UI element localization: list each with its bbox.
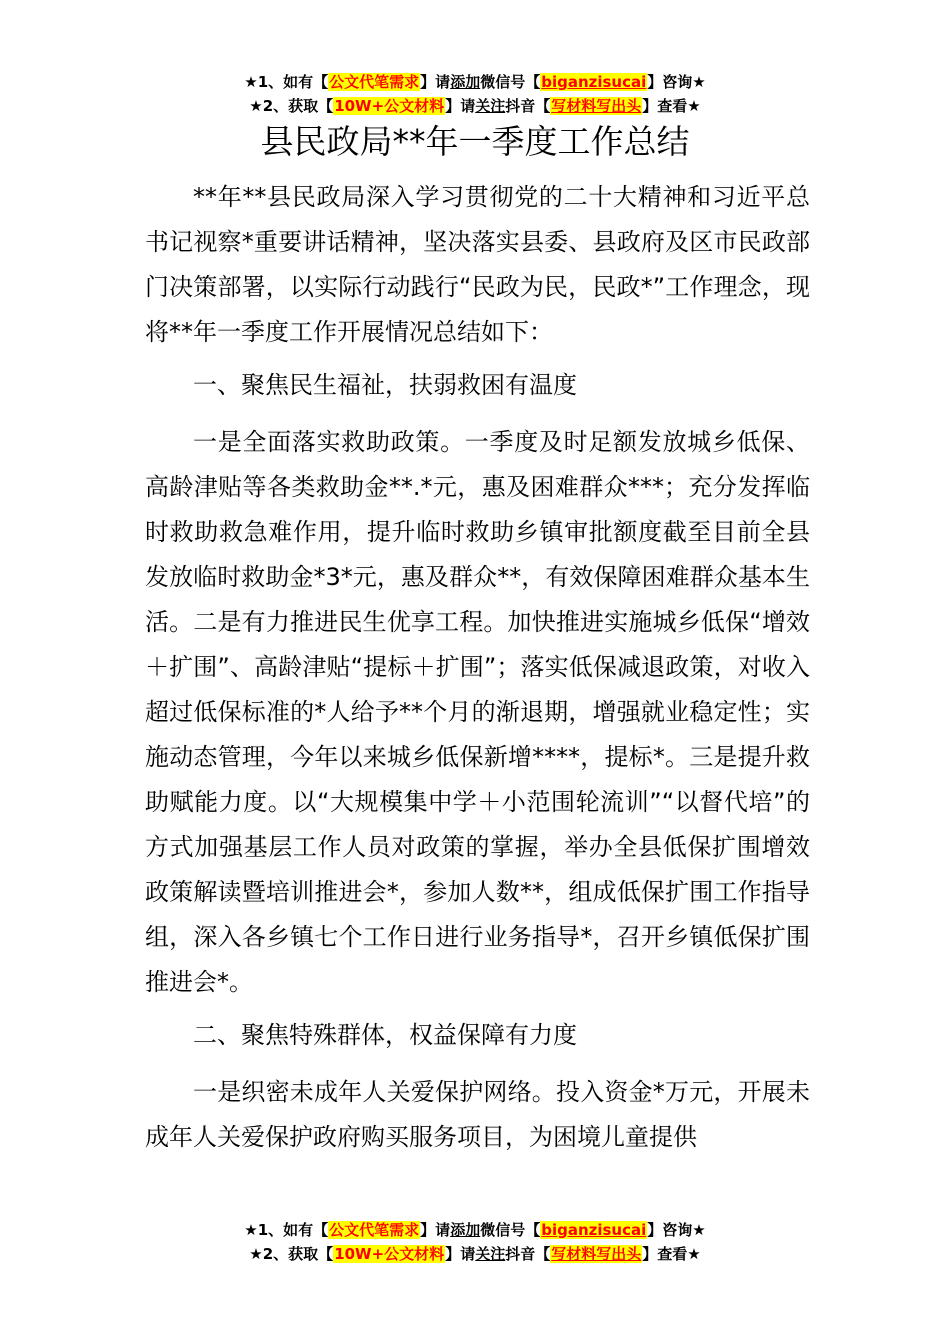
section-heading-2: 二、聚焦特殊群体，权益保障有力度 bbox=[193, 1021, 577, 1049]
banner-text: 】请 bbox=[445, 97, 476, 115]
banner-douyin-id: 写材料写出头 bbox=[551, 1245, 642, 1263]
banner-text: 抖音【 bbox=[505, 1245, 551, 1263]
banner-text: 】咨询★ bbox=[647, 73, 706, 91]
banner-text: 微信号【 bbox=[480, 1221, 541, 1239]
banner-highlight: 公文代笔需求 bbox=[329, 1221, 420, 1239]
banner-text: ★1、如有【 bbox=[244, 73, 329, 91]
banner-underline: 添加 bbox=[450, 73, 481, 91]
banner-text: 】咨询★ bbox=[647, 1221, 706, 1239]
banner-line-1 bbox=[0, 70, 950, 94]
banner-highlight: 10W+公文材料 bbox=[334, 1245, 445, 1263]
banner-line-2 bbox=[0, 94, 950, 118]
banner-text: 】请 bbox=[445, 1245, 476, 1263]
section-heading-1: 一、聚焦民生福祉，扶弱救困有温度 bbox=[193, 371, 577, 399]
banner-underline: 关注 bbox=[475, 1245, 506, 1263]
document-body bbox=[145, 175, 810, 1168]
document-title: 县民政局**年一季度工作总结 bbox=[260, 122, 690, 161]
banner-wechat-id: biganzisucai bbox=[541, 1221, 647, 1239]
banner-text: ★2、获取【 bbox=[249, 1245, 334, 1263]
intro-paragraph: **年**县民政局深入学习贯彻党的二十大精神和习近平总书记视察*重要讲话精神，坚决落实县委、县政府及区市民政部门决策部署，以实际行动践行“民政为民，民政*”工作理念，现将**年一季度工作开展情况总结如下： bbox=[145, 183, 810, 346]
banner-text: 抖音【 bbox=[505, 97, 551, 115]
banner-text: 】查看★ bbox=[642, 1245, 701, 1263]
header-banner bbox=[0, 70, 950, 118]
section-2-paragraph: 一是织密未成年人关爱保护网络。投入资金*万元，开展未成年人关爱保护政府购买服务项目，为困境儿童提供 bbox=[145, 1078, 810, 1151]
banner-line-2 bbox=[0, 1242, 950, 1266]
banner-underline: 关注 bbox=[475, 97, 506, 115]
banner-text: 微信号【 bbox=[480, 73, 541, 91]
banner-wechat-id: biganzisucai bbox=[541, 73, 647, 91]
footer-banner bbox=[0, 1218, 950, 1266]
banner-text: 】请 bbox=[420, 73, 451, 91]
section-1-paragraph: 一是全面落实救助政策。一季度及时足额发放城乡低保、高龄津贴等各类救助金**.*元，惠及困难群众***；充分发挥临时救助救急难作用，提升临时救助乡镇审批额度截至目前全县发放临时救助金*3*元，惠及群众**，有效保障困难群众基本生活。二是有力推进民生优享工程。加快推进实施城乡低保“增效＋扩围”、高龄津贴“提标＋扩围”；落实低保减退政策，对收入超过低保标准的*人给予**个月的渐退期，增强就业稳定性；实施动态管理，今年以来城乡低保新增****，提标*。三是提升救助赋能力度。以“大规模集中学＋小范围轮流训”“以督代培”的方式加强基层工作人员对政策的掌握，举办全县低保扩围增效政策解读暨培训推进会*，参加人数**，组成低保扩围工作指导组，深入各乡镇七个工作日进行业务指导*，召开乡镇低保扩围推进会*。 bbox=[145, 428, 810, 996]
banner-highlight: 10W+公文材料 bbox=[334, 97, 445, 115]
banner-text: ★1、如有【 bbox=[244, 1221, 329, 1239]
banner-text: 】请 bbox=[420, 1221, 451, 1239]
banner-line-1 bbox=[0, 1218, 950, 1242]
banner-text: 】查看★ bbox=[642, 97, 701, 115]
banner-highlight: 公文代笔需求 bbox=[329, 73, 420, 91]
banner-underline: 添加 bbox=[450, 1221, 481, 1239]
banner-text: ★2、获取【 bbox=[249, 97, 334, 115]
banner-douyin-id: 写材料写出头 bbox=[551, 97, 642, 115]
